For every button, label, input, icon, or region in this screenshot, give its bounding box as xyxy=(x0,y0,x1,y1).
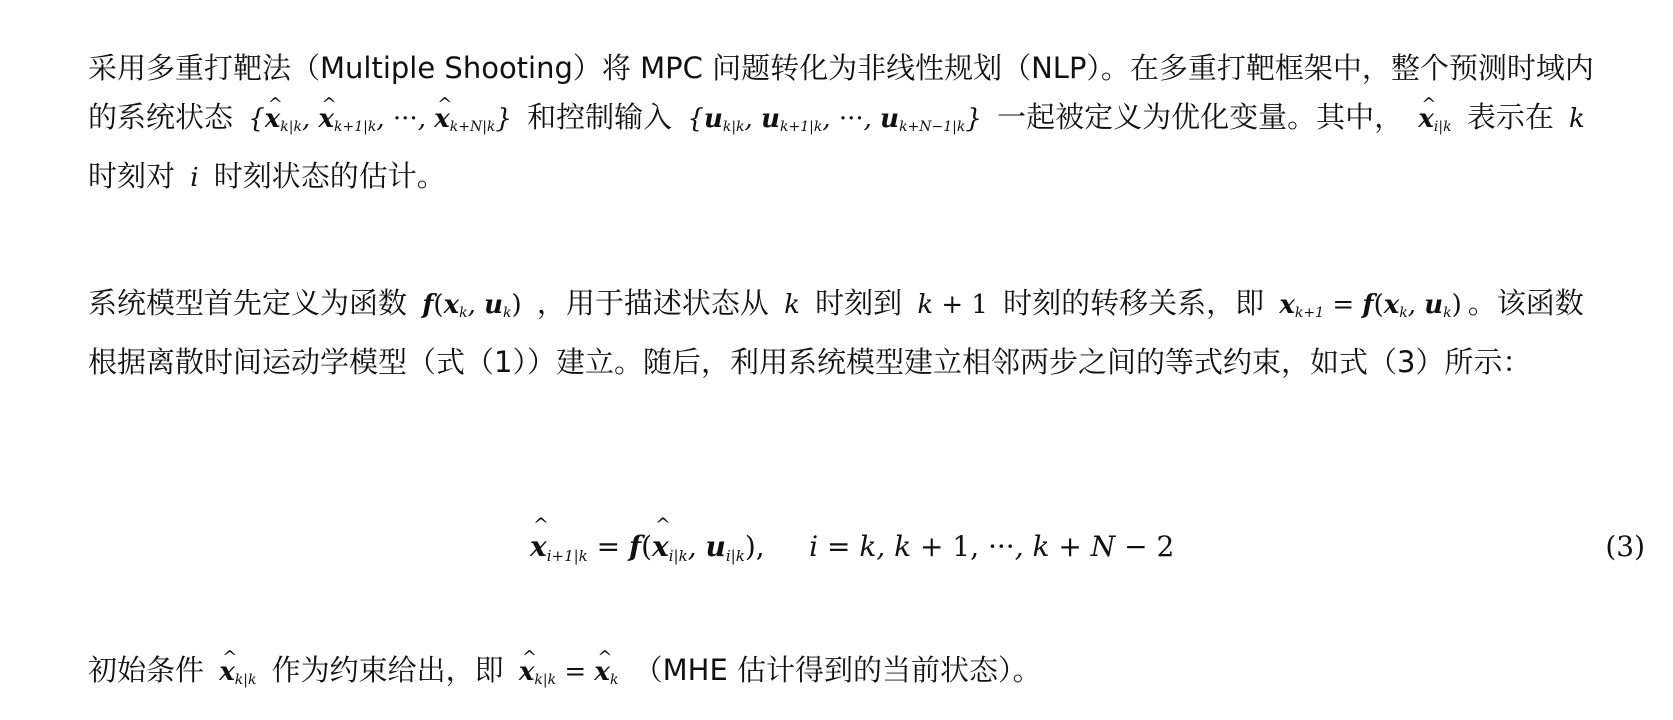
symbol-k-plus-1: k + 1 xyxy=(917,290,988,320)
paragraph2-text-a: 系统模型首先定义为函数 xyxy=(88,286,408,320)
paragraph2-text-c: 时刻到 xyxy=(815,286,903,320)
symbol-k: k xyxy=(1569,104,1585,134)
paragraph-multiple-shooting xyxy=(88,44,1608,203)
paragraph1-text-c: 一起被定义为优化变量。其中， xyxy=(997,100,1404,134)
paragraph1-text-f: 时刻状态的估计。 xyxy=(213,159,446,193)
paragraph3-text-b: 作为约束给出，即 xyxy=(271,653,504,687)
initial-constraint-formula: ^ $x_{k|k}$ = ^ $x_k$ xyxy=(513,657,625,687)
transition-formula: $x_{k+1} = f(x_k$, $u_k$) xyxy=(1279,290,1462,321)
paragraph1-text-e: 时刻对 xyxy=(88,159,176,193)
paragraph1-text-a: 采用多重打靶法（Multiple Shooting）将 MPC 问题转化为非线性规划（NLP）。在多重打靶框架中，整个预测时域内的系统状态 xyxy=(88,51,1594,134)
state-sequence-formula: {^ $x_{k|k}$, ^ $x_{k+1|k}$, ···, ^ $x_{k+N|k}$} xyxy=(242,104,518,134)
paragraph3-text-a: 初始条件 xyxy=(88,653,205,687)
paragraph-system-model xyxy=(88,279,1608,387)
paragraph2-text-b: ，用于描述状态从 xyxy=(536,286,769,320)
symbol-k-2: k xyxy=(784,290,800,320)
paragraph1-text-b: 和控制输入 xyxy=(527,100,673,134)
state-estimate-formula: ^ $x_{i|k}$ xyxy=(1412,104,1457,134)
control-sequence-formula: {$u_{k|k}$, $u_{k+1|k}$, ···, $u_{k+N-1|k}$} xyxy=(687,104,982,135)
paragraph-initial-condition xyxy=(88,646,1608,705)
paragraph2-text-e: 。该函数根据离散时间运动学模型（式（1））建立。随后，利用系统模型建立相邻两步之间的等式约束，如式（3）所示： xyxy=(88,286,1584,379)
paragraph3-text-c: （MHE 估计得到的当前状态）。 xyxy=(633,653,1042,687)
symbol-i: i xyxy=(190,163,199,193)
initial-state-formula: ^ $x_{k|k}$ xyxy=(213,657,262,687)
paragraph2-text-d: 时刻的转移关系，即 xyxy=(1003,286,1265,320)
paragraph1-text-d: 表示在 xyxy=(1466,100,1554,134)
model-function-formula: $f(x_k$, $u_k$) xyxy=(422,290,522,321)
equation-number: (3) xyxy=(1605,530,1645,563)
equation-3: ^ $x_{i+1|k}$ = f(^ $x_{i|k}$, $u_{i|k}$), i = k, k + 1, ···, k + N − 2 xyxy=(530,530,1174,565)
